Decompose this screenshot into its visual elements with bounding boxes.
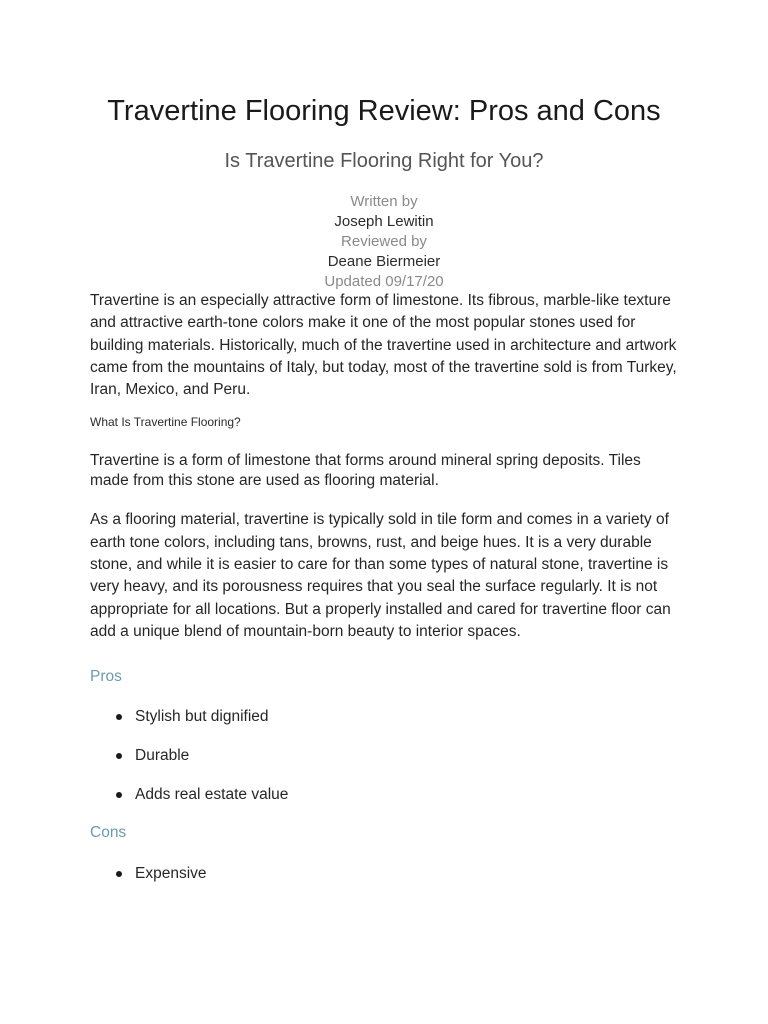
pros-item-label: Durable [135, 747, 190, 765]
article-subtitle: Is Travertine Flooring Right for You? [224, 150, 544, 172]
section-heading: What Is Travertine Flooring? [90, 415, 241, 430]
list-item [90, 707, 680, 727]
reviewer-name: Deane Biermeier [327, 253, 441, 270]
list-item [90, 864, 680, 884]
definition-paragraph: Travertine is a form of limestone that forms around mineral spring deposits. Tiles made from this stone are used as flooring material. [90, 452, 641, 490]
pros-item-label: Stylish but dignified [135, 708, 269, 726]
details-paragraph: As a flooring material, travertine is typically sold in tile form and comes in a variety of earth tone colors, including tans, browns, rust, and beige hues. It is a very durable stone, and while it is easier to care for than some types of natural stone, travertine is very heavy, and its porousness requires that you seal the surface regularly. It is not appropriate for all locations. But a properly installed and cared for travertine floor can add a unique blend of mountain-born beauty to interior spaces. [90, 511, 671, 640]
article-title: Travertine Flooring Review: Pros and Cons [107, 95, 661, 127]
list-item [90, 746, 680, 766]
author-name: Joseph Lewitin [334, 213, 434, 230]
pros-heading: Pros [90, 668, 122, 686]
pros-item-label: Adds real estate value [135, 786, 289, 804]
written-by-label: Written by [350, 193, 418, 210]
bullet-icon [116, 753, 122, 759]
bullet-icon [116, 871, 122, 877]
cons-list [90, 864, 680, 884]
cons-heading: Cons [90, 824, 127, 842]
intro-paragraph: Travertine is an especially attractive form of limestone. Its fibrous, marble-like texture and attractive earth-tone colors make it one of the most popular stones used for building materials. Historically, much of the travertine used in architecture and artwork came from the mountains of Italy, but today, most of the travertine sold is from Turkey, Iran, Mexico, and Peru. [90, 292, 677, 399]
cons-item-label: Expensive [135, 865, 207, 883]
list-item [90, 785, 680, 805]
reviewed-by-label: Reviewed by [341, 233, 427, 250]
updated-date: Updated 09/17/20 [324, 273, 444, 290]
pros-list [90, 707, 680, 805]
bullet-icon [116, 792, 122, 798]
article-body [90, 290, 680, 884]
byline [0, 192, 768, 292]
bullet-icon [116, 714, 122, 720]
